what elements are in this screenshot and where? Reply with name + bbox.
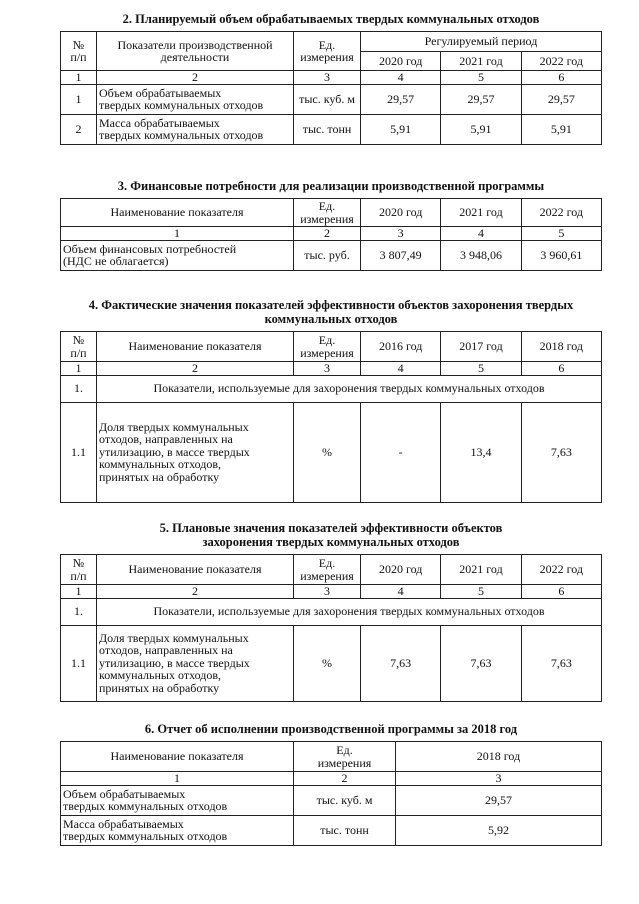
header-num: № п/п <box>61 332 97 362</box>
planned-efficiency-table <box>60 554 602 702</box>
table-row <box>61 625 602 701</box>
column-number: 4 <box>441 227 521 241</box>
section-3-title: 3. Финансовые потребности для реализации производственной программы <box>117 179 545 193</box>
section-6 <box>60 722 602 846</box>
table-row <box>61 785 602 815</box>
column-number: 6 <box>521 585 601 599</box>
header-year: 2020 год <box>361 555 441 585</box>
row-value: 3 948,06 <box>441 240 521 270</box>
row-value: - <box>361 402 441 502</box>
header-year: 2021 год <box>441 52 521 71</box>
row-num: 1.1 <box>61 625 97 701</box>
section-2 <box>60 12 602 145</box>
column-number: 3 <box>294 585 361 599</box>
header-indicator: Наименование показателя <box>97 555 294 585</box>
header-unit: Ед. измерения <box>294 555 361 585</box>
header-year: 2022 год <box>521 52 601 71</box>
row-value: 29,57 <box>361 84 441 114</box>
column-number: 4 <box>361 585 441 599</box>
header-year: 2020 год <box>361 52 441 71</box>
row-unit: тыс. тонн <box>294 815 396 845</box>
row-value: 7,63 <box>521 402 601 502</box>
column-number: 6 <box>521 362 601 376</box>
row-value: 3 960,61 <box>521 240 601 270</box>
column-number: 4 <box>361 362 441 376</box>
column-number: 5 <box>441 362 521 376</box>
column-number: 3 <box>294 362 361 376</box>
row-name: Объем финансовых потребностей (НДС не облагается) <box>61 240 294 270</box>
header-year: 2016 год <box>361 332 441 362</box>
row-value: 29,57 <box>396 785 602 815</box>
group-label: Показатели, используемые для захоронения твердых коммунальных отходов <box>97 375 602 402</box>
header-period: Регулируемый период <box>361 32 602 52</box>
row-value: 5,91 <box>361 114 441 144</box>
actual-efficiency-table <box>60 331 602 503</box>
column-number: 2 <box>97 71 294 85</box>
column-number: 1 <box>61 227 294 241</box>
column-number: 5 <box>441 71 521 85</box>
table-row <box>61 240 602 270</box>
row-unit: тыс. куб. м <box>294 84 361 114</box>
header-year: 2022 год <box>521 555 601 585</box>
column-number: 5 <box>441 585 521 599</box>
row-unit: тыс. тонн <box>294 114 361 144</box>
header-year: 2017 год <box>441 332 521 362</box>
row-name: Объем обрабатываемых твердых коммунальных отходов <box>61 785 294 815</box>
section-4 <box>60 298 602 503</box>
header-indicator: Наименование показателя <box>97 332 294 362</box>
row-value: 5,92 <box>396 815 602 845</box>
row-name: Доля твердых коммунальных отходов, направленных на утилизацию, в массе твердых коммунальных отходов, принятых на обработку <box>97 625 294 701</box>
header-year: 2018 год <box>521 332 601 362</box>
column-number: 3 <box>361 227 441 241</box>
row-unit: % <box>294 402 361 502</box>
section-5 <box>60 521 602 702</box>
header-unit: Ед. измерения <box>294 32 361 71</box>
row-name: Доля твердых коммунальных отходов, направленных на утилизацию, в массе твердых коммунальных отходов, принятых на обработку <box>97 402 294 502</box>
row-value: 7,63 <box>521 625 601 701</box>
program-report-table <box>60 741 602 846</box>
row-name: Масса обрабатываемых твердых коммунальных отходов <box>61 815 294 845</box>
table-row <box>61 815 602 845</box>
column-number: 2 <box>97 362 294 376</box>
header-num: № п/п <box>61 32 97 71</box>
planned-volume-table <box>60 31 602 145</box>
row-value: 29,57 <box>521 84 601 114</box>
header-year: 2021 год <box>441 199 521 227</box>
row-value: 3 807,49 <box>361 240 441 270</box>
column-number: 3 <box>396 772 602 786</box>
header-year: 2018 год <box>396 742 602 772</box>
row-value: 5,91 <box>521 114 601 144</box>
column-number: 2 <box>294 227 361 241</box>
section-2-title: 2. Планируемый объем обрабатываемых твердых коммунальных отходов <box>122 12 540 26</box>
section-3 <box>60 179 602 271</box>
row-name: Объем обрабатываемых твердых коммунальных отходов <box>97 84 294 114</box>
header-indicator: Наименование показателя <box>61 742 294 772</box>
row-value: 7,63 <box>361 625 441 701</box>
row-num: 1 <box>61 84 97 114</box>
column-number: 6 <box>521 71 601 85</box>
row-value: 5,91 <box>441 114 521 144</box>
financial-needs-table <box>60 198 602 271</box>
header-year: 2020 год <box>361 199 441 227</box>
row-unit: тыс. руб. <box>294 240 361 270</box>
header-unit: Ед. измерения <box>294 742 396 772</box>
row-value: 29,57 <box>441 84 521 114</box>
row-name: Масса обрабатываемых твердых коммунальных отходов <box>97 114 294 144</box>
column-number: 1 <box>61 585 97 599</box>
group-label: Показатели, используемые для захоронения твердых коммунальных отходов <box>97 598 602 625</box>
column-number: 1 <box>61 362 97 376</box>
group-num: 1. <box>61 375 97 402</box>
header-unit: Ед. измерения <box>294 332 361 362</box>
table-row <box>61 84 602 114</box>
table-row <box>61 402 602 502</box>
header-indicator: Показатели производственной деятельности <box>97 32 294 71</box>
row-value: 7,63 <box>441 625 521 701</box>
column-number: 5 <box>521 227 601 241</box>
column-number: 2 <box>294 772 396 786</box>
header-year: 2021 год <box>441 555 521 585</box>
row-unit: % <box>294 625 361 701</box>
row-num: 2 <box>61 114 97 144</box>
header-year: 2022 год <box>521 199 601 227</box>
header-unit: Ед. измерения <box>294 199 361 227</box>
table-row <box>61 114 602 144</box>
section-5-title: 5. Плановые значения показателей эффективности объектов захоронения твердых коммунальных отходов <box>159 521 503 549</box>
header-indicator: Наименование показателя <box>61 199 294 227</box>
column-number: 1 <box>61 772 294 786</box>
column-number: 2 <box>97 585 294 599</box>
group-num: 1. <box>61 598 97 625</box>
column-number: 3 <box>294 71 361 85</box>
row-unit: тыс. куб. м <box>294 785 396 815</box>
section-6-title: 6. Отчет об исполнении производственной программы за 2018 год <box>144 722 518 736</box>
section-4-title: 4. Фактические значения показателей эффективности объектов захоронения твердых коммунальных отходов <box>88 298 574 326</box>
column-number: 1 <box>61 71 97 85</box>
column-number: 4 <box>361 71 441 85</box>
row-num: 1.1 <box>61 402 97 502</box>
row-value: 13,4 <box>441 402 521 502</box>
header-num: № п/п <box>61 555 97 585</box>
